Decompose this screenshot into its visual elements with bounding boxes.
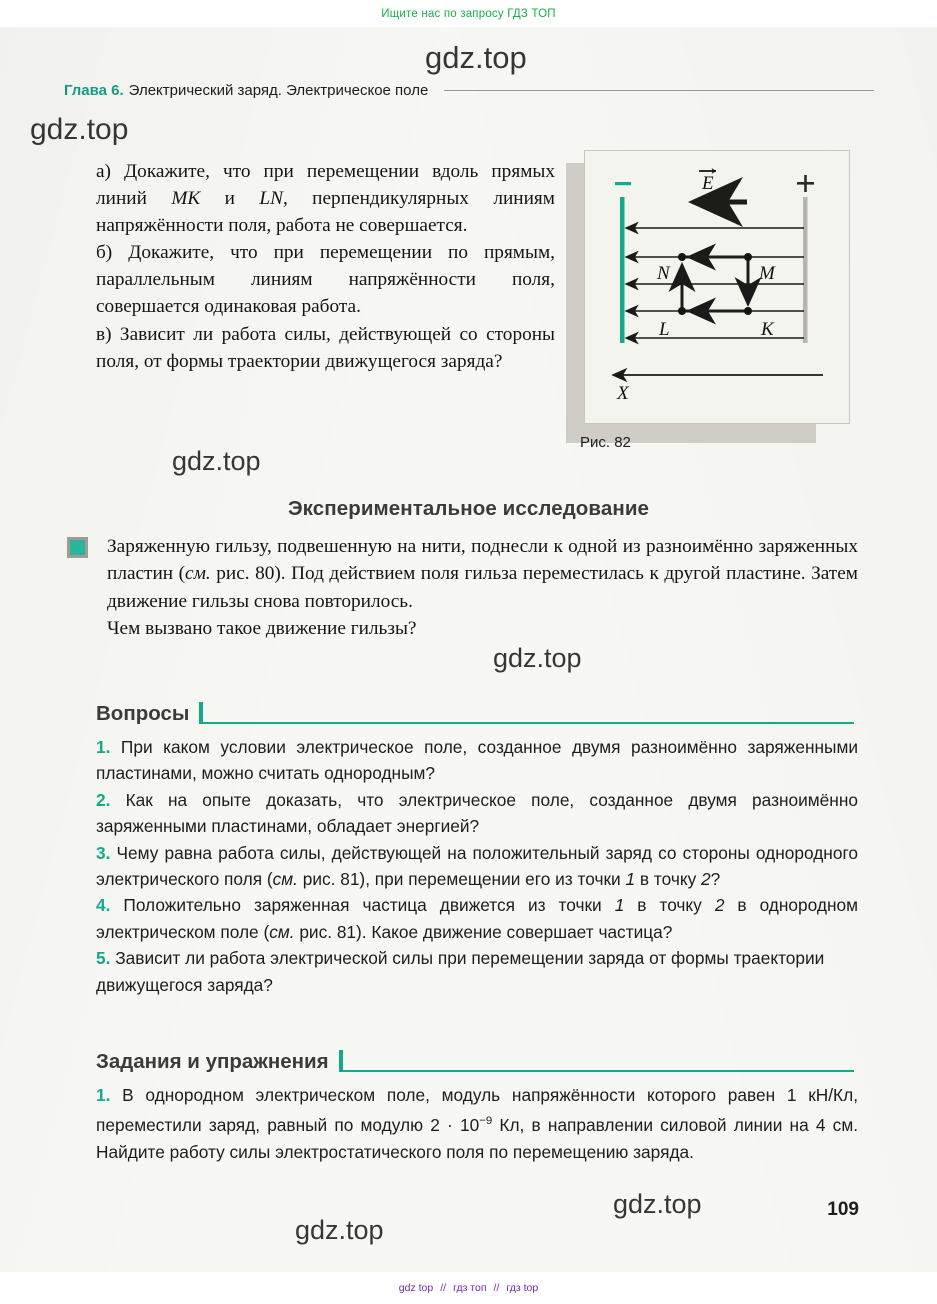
questions-heading [0,694,937,724]
q4-point-1: 1 [614,895,625,916]
q4-mid: в точку [624,895,715,916]
node-L [678,307,686,315]
task-a-mk: MK [171,188,201,210]
task-a-mid: и [200,188,260,210]
exercises-heading-rule [339,1050,854,1072]
question-text: Зависит ли работа электрической силы при перемещении заряда от формы траектории движущегося заряда? [96,948,825,995]
exp-ital: см. [185,563,211,585]
footer-link-bar [0,1272,937,1304]
footer-separator: // [440,1282,447,1294]
experimental-paragraph [107,533,858,615]
question-item-5 [96,945,858,998]
watermark-gdz-top: gdz.top [493,643,582,673]
page-number: 109 [827,1199,859,1220]
question-item-2 [96,787,858,840]
q3-mid: рис. 81), при перемещении его из точки [297,869,626,890]
question-item-4 [96,892,858,945]
figure-frame [584,150,850,424]
plus-sign [797,175,814,192]
q3-ital: см. [272,869,298,890]
minus-sign [615,182,631,185]
experiment-marker-icon [67,537,88,558]
task-item-a [96,158,555,239]
chapter-rule [444,90,874,91]
field-label-E: E [702,173,714,194]
chapter-label: Глава 6. [64,82,124,99]
exercises-list [96,1082,858,1165]
node-M [744,253,752,261]
figure-caption: Рис. 82 [580,434,631,451]
label-K: K [761,319,774,340]
question-number: 2. [96,789,111,810]
question-text: Как на опыте доказать, что электрическое поле, созданное двумя разноимённо заряженными пластинами, обладает энергией? [96,789,858,837]
footer-link-gdz-top-mixed[interactable]: гдз top [506,1282,539,1294]
q3-point-2: 2 [701,869,711,890]
q3-pre: Чему равна работа силы, действующей на положительный заряд со стороны однородного электрического поля ( [96,842,858,890]
question-number: 5. [96,948,111,969]
footer-separator: // [493,1282,500,1294]
watermark-gdz-top: gdz.top [613,1189,702,1219]
label-X: X [617,383,629,404]
q4-point-2: 2 [714,895,725,916]
chapter-header [64,82,874,104]
watermark-gdz-top: gdz.top [30,113,129,146]
label-M: M [759,263,775,284]
q4-ital: см. [269,921,295,942]
positive-plate [803,197,808,343]
task-a-post: , перпендикулярных линиям напряжённости поля, работа не совершается. [96,188,555,237]
questions-heading-label: Вопросы [96,702,190,725]
ex1-exponent: −9 [479,1115,493,1128]
exercises-heading [0,1042,937,1072]
q3-point-1: 1 [625,869,636,890]
question-item-1 [96,734,858,787]
q4-pre: Положительно заряженная частица движется из точки [123,895,615,916]
label-L: L [659,319,670,340]
question-number: 3. [96,842,111,863]
footer-link-gdz-top[interactable]: gdz top [398,1282,434,1294]
q3-mid2: в точку [635,869,702,890]
task-item-b: б) Докажите, что при перемещении по прямым, параллельным линиям напряжённости поля, совершается одинаковая работа. [96,242,555,318]
exp-pre: Заряженную гильзу, подвешенную на нити, поднесли к одной из разноимённо заряженных пластин ( [107,536,858,585]
task-item-c: в) Зависит ли работа силы, действующей со стороны поля, от формы траектории движущегося заряда? [96,323,555,372]
experimental-research-body [107,533,858,642]
task-a-pre: а) Докажите, что при перемещении вдоль прямых линий [96,161,555,210]
watermark-gdz-top: gdz.top [295,1215,384,1245]
node-K [744,307,752,315]
exp-mid: рис. 80). Под действием поля гильза переместилась к другой пластине. Затем движение гильзы снова повторилось. [107,563,858,612]
experimental-question: Чем вызвано такое движение гильзы? [107,617,417,639]
promo-text: Ищите нас по запросу ГДЗ ТОП [381,7,556,20]
exercises-heading-label: Задания и упражнения [96,1050,329,1073]
ex1-mid: Кл, в направлении силовой линии на 4 см. Найдите работу силы электростатического поля по перемещению заряда. [96,1115,858,1162]
negative-plate [620,197,625,343]
questions-heading-rule [199,702,854,724]
q3-post: ? [710,869,721,890]
promo-bar [0,0,937,27]
footer-link-gdz-top-ru[interactable]: гдз топ [453,1282,487,1294]
node-N [678,253,686,261]
questions-list [96,734,858,998]
experimental-research-title: Экспериментальное исследование [287,497,650,520]
exercise-item-1 [96,1082,858,1165]
question-item-3 [96,840,858,893]
watermark-gdz-top: gdz.top [425,40,527,75]
figure-82-svg [585,151,849,423]
question-number: 1. [96,737,111,757]
ex1-pre: В однородном электрическом поле, модуль напряжённости которого равен 1 кН/Кл, переместили заряд, равный по модулю 2 · 10 [96,1085,858,1136]
exercise-number: 1. [96,1085,111,1105]
watermark-gdz-top: gdz.top [172,446,261,476]
task-a-ln: LN [259,188,283,210]
task-text-column [96,158,555,375]
question-text: При каком условии электрическое поле, созданное двумя разноимённо заряженными пластинами, можно считать однородным? [96,737,858,784]
chapter-title: Электрический заряд. Электрическое поле [128,82,429,99]
figure-82 [566,150,856,455]
q4-post: рис. 81). Какое движение совершает частица? [294,921,673,942]
question-number: 4. [96,895,111,916]
label-N: N [657,263,670,284]
q4-mid2: в однородном электрическом поле ( [96,895,859,942]
